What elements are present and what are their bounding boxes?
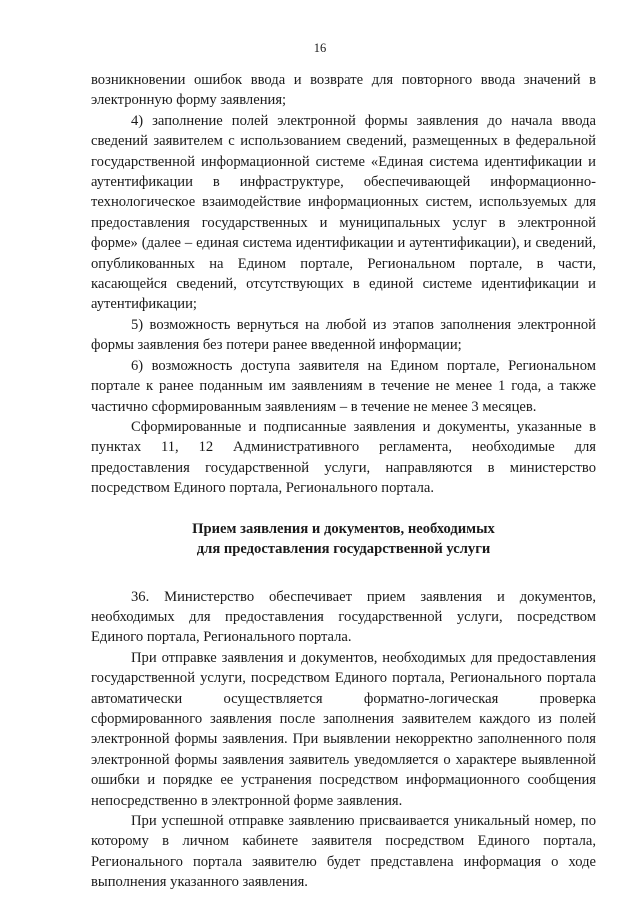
page-content [91, 70, 596, 893]
paragraph-item-6: 6) возможность доступа заявителя на Едином портале, Региональном портале к ранее поданным им заявлениям в течение не менее 1 года, а также частично сформированным заявлениям – в течение не менее 3 месяцев. [91, 357, 596, 415]
paragraph-validation: При отправке заявления и документов, необходимых для предоставления государственной услуги, посредством Единого портала, Регионального портала автоматически осуществляется форматно-логическая проверка сформированного заявления после заполнения заявителем каждого из полей электронной формы заявления. При выявлении некорректно заполненного поля электронной формы заявления заявитель уведомляется о характере выявленной ошибки и порядке ее устранения посредством информационного сообщения непосредственно в электронной форме заявления. [91, 649, 596, 809]
page-number: 16 [313, 41, 327, 55]
section-heading-line-1: Прием заявления и документов, необходимых [192, 520, 495, 537]
paragraph-item-36: 36. Министерство обеспечивает прием заявления и документов, необходимых для предоставления государственной услуги, посредством Единого портала, Регионального портала. [91, 588, 596, 646]
paragraph-continuation: возникновении ошибок ввода и возврате для повторного ввода значений в электронную форму заявления; [91, 72, 596, 109]
paragraph-unique-number: При успешной отправке заявлению присваивается уникальный номер, по которому в личном кабинете заявителя посредством Единого портала, Регионального портала заявителю будет представлена информация о ходе выполнения указанного заявления. [91, 813, 596, 891]
paragraph-submission: Сформированные и подписанные заявления и документы, указанные в пунктах 11, 12 Административного регламента, необходимые для предоставления государственной услуги, направляются в министерство посредством Единого портала, Регионального портала. [91, 418, 596, 497]
section-heading-line-2: для предоставления государственной услуги [196, 540, 491, 557]
paragraph-item-4: 4) заполнение полей электронной формы заявления до начала ввода сведений заявителем с использованием сведений, размещенных в федеральной государственной информационной системе «Единая система идентификации и аутентификации в инфраструктуре, обеспечивающей информационно-технологическое взаимодействие информационных систем, используемых для предоставления государственных и муниципальных услуг в электронной форме» (далее – единая система идентификации и аутентификации), и сведений, опубликованных на Едином портале, Региональном портале, в части, касающейся сведений, отсутствующих в единой системе идентификации и аутентификации; [91, 112, 596, 313]
section-heading [91, 519, 596, 559]
paragraph-item-5: 5) возможность вернуться на любой из этапов заполнения электронной формы заявления без потери ранее введенной информации; [91, 316, 596, 354]
